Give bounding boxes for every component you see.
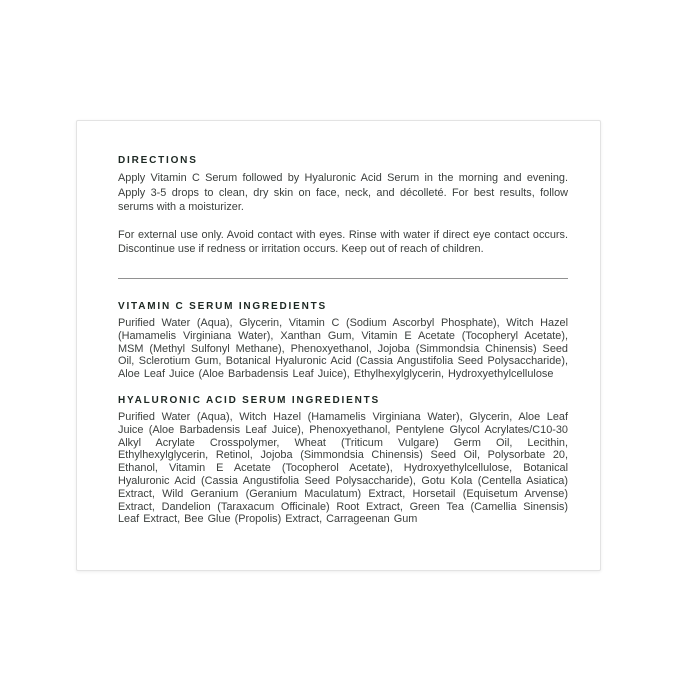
vitamin-c-ingredients-paragraph: Purified Water (Aqua), Glycerin, Vitamin C (Sodium Ascorbyl Phosphate), Witch Hazel (Hamamelis Virginiana Water), Xanthan Gum, Vitamin E Acetate (Tocopheryl Acetate), MSM (Methyl Sulfonyl Methane), Phenoxyethanol, Jojoba (Simmondsia Chinensis) Seed Oil, Sclerotium Gum, Botanical Hyaluronic Acid (Cassia Angustifolia Seed Polysaccharide), Aloe Leaf Juice (Aloe Barbadensis Leaf Juice), Ethylhexylglycerin, Hydroxyethylcellulose: [118, 316, 568, 381]
directions-section: [118, 155, 568, 257]
hyaluronic-acid-ingredients-paragraph: Purified Water (Aqua), Witch Hazel (Hamamelis Virginiana Water), Glycerin, Aloe Leaf Juice (Aloe Barbadensis Leaf Juice), Phenoxyethanol, Pentylene Glycol Acrylates/C10-30 Alkyl Acrylate Crosspolymer, Wheat (Triticum Vulgare) Germ Oil, Lecithin, Ethylhexylglycerin, Retinol, Jojoba (Simmondsia Chinensis) Seed Oil, Polysorbate 20, Ethanol, Vitamin E Acetate (Tocopherol Acetate), Hydroxyethylcellulose, Botanical Hyaluronic Acid (Cassia Angustifolia Seed Polysaccharide), Gotu Kola (Centella Asiatica) Extract, Wild Geranium (Geranium Maculatum) Extract, Horsetail (Equisetum Arvense) Extract, Dandelion (Taraxacum Officinale) Root Extract, Green Tea (Camellia Sinensis) Leaf Extract, Bee Glue (Propolis) Extract, Carrageenan Gum: [118, 410, 568, 526]
hyaluronic-acid-ingredients-heading: HYALURONIC ACID SERUM INGREDIENTS: [118, 394, 381, 406]
hyaluronic-acid-ingredients-section: [118, 395, 568, 526]
vitamin-c-ingredients-section: [118, 301, 568, 381]
directions-usage-paragraph: Apply Vitamin C Serum followed by Hyaluronic Acid Serum in the morning and evening. Apply 3-5 drops to clean, dry skin on face, neck, and décolleté. For best results, follow serums with a moisturizer.: [118, 172, 568, 214]
directions-warning-paragraph: For external use only. Avoid contact with eyes. Rinse with water if direct eye contact occurs. Discontinue use if redness or irritation occurs. Keep out of reach of children.: [118, 228, 568, 256]
directions-heading: DIRECTIONS: [118, 155, 198, 166]
section-divider: [118, 278, 568, 279]
vitamin-c-ingredients-heading: VITAMIN C SERUM INGREDIENTS: [118, 300, 327, 312]
product-label-card: [76, 120, 601, 571]
